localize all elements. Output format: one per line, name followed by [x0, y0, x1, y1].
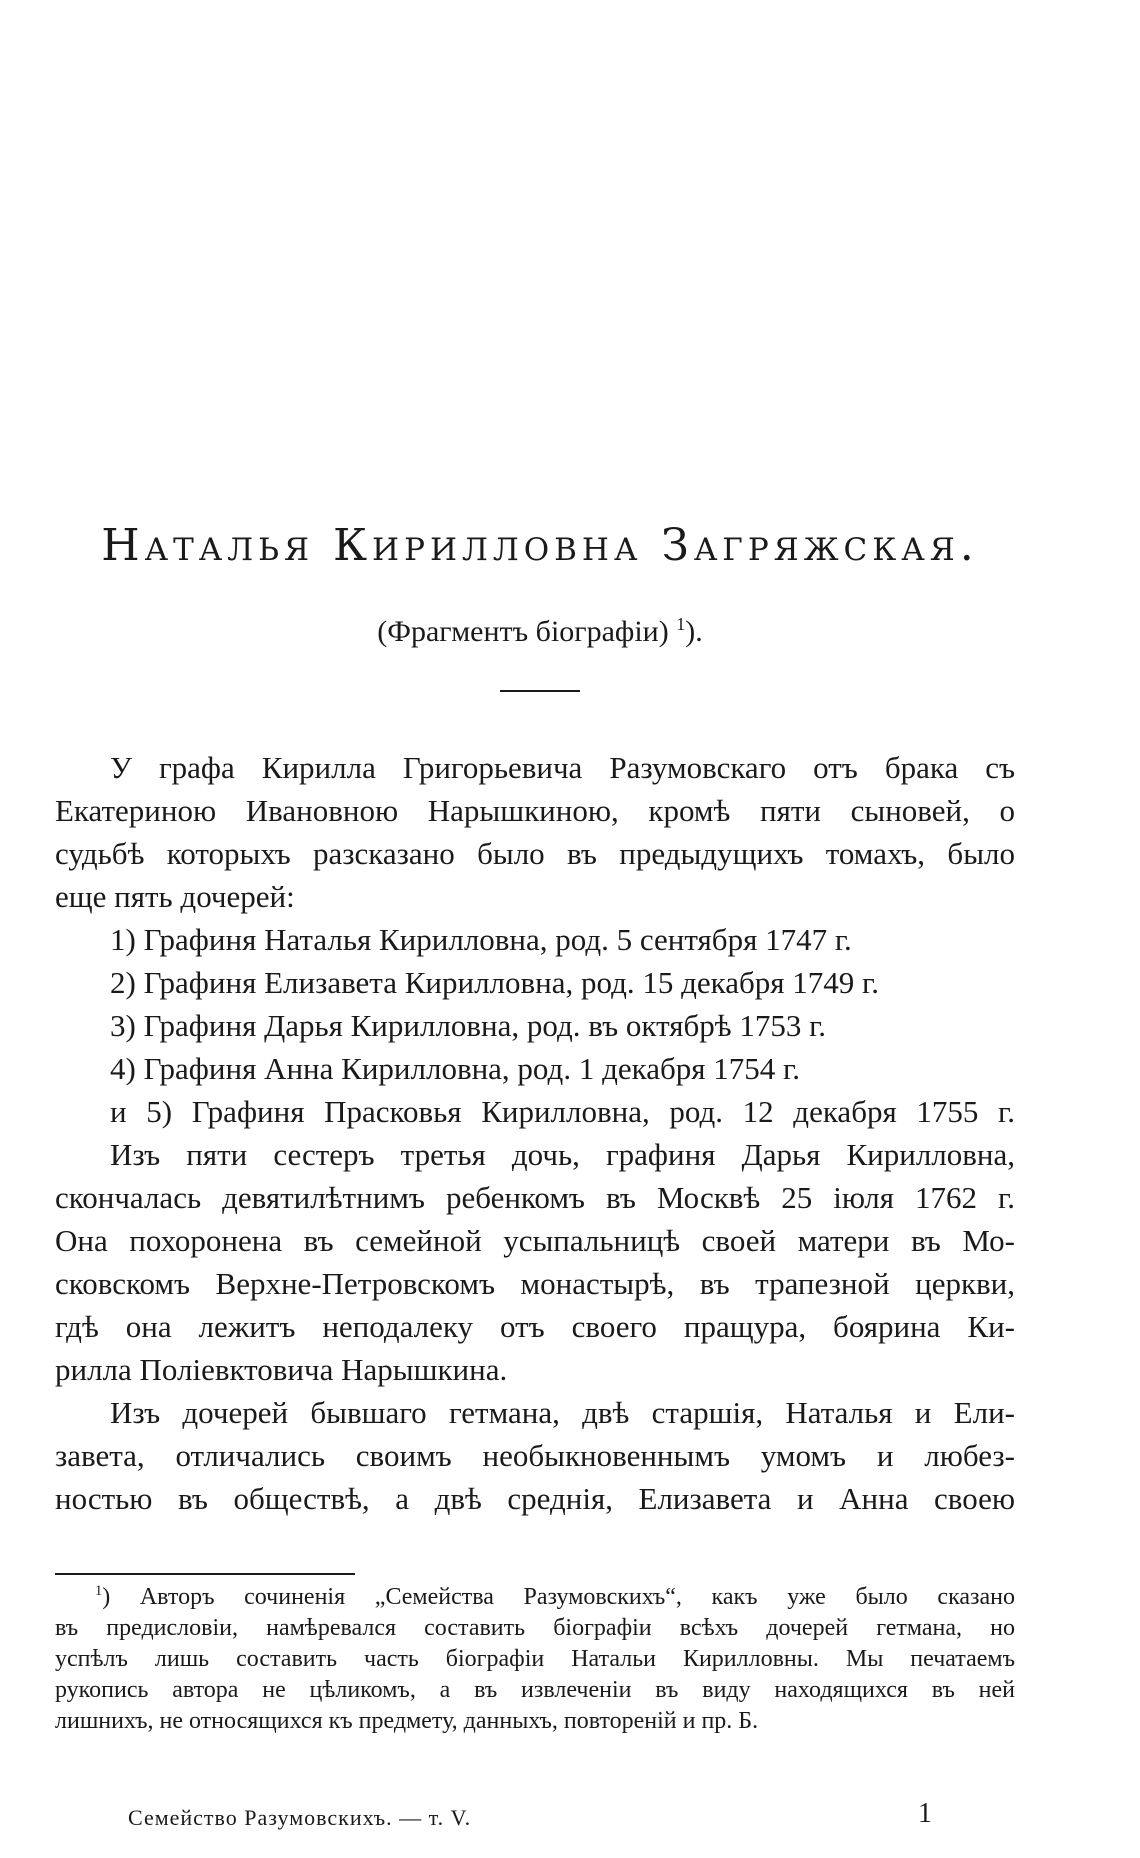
body-line: рилла Поліевктовича Нарышкина.	[55, 1352, 508, 1387]
body-line: ностью въ обществѣ, а двѣ среднія, Елизавета и Анна своею	[55, 1481, 1015, 1516]
running-footer: Семейство Разумовскихъ. — т. V.	[128, 1805, 472, 1830]
subtitle-footnote-mark: 1	[676, 614, 686, 634]
daughter-list-item: 4) Графиня Анна Кирилловна, род. 1 декабря 1754 г.	[110, 1051, 800, 1086]
chapter-title: Наталья Кирилловна Загряжская.	[101, 520, 979, 571]
body-line: судьбѣ которыхъ разсказано было въ предыдущихъ томахъ, было	[55, 836, 1015, 871]
body-line: У графа Кирилла Григорьевича Разумовскаго отъ брака съ	[110, 750, 1015, 785]
body-line: еще пять дочерей:	[55, 879, 295, 914]
body-text	[55, 746, 1015, 1520]
subtitle-closing: ).	[685, 615, 703, 648]
footnote-divider	[55, 1573, 355, 1575]
body-line: Изъ дочерей бывшаго гетмана, двѣ старшія, Наталья и Ели-	[110, 1395, 1015, 1430]
daughter-list-item: и 5) Графиня Прасковья Кирилловна, род. 12 декабря 1755 г.	[110, 1094, 1015, 1129]
daughter-list-item: 2) Графиня Елизавета Кирилловна, род. 15 декабря 1749 г.	[110, 965, 880, 1000]
title-divider	[500, 690, 580, 692]
footnote-mark: 1	[95, 1583, 103, 1599]
footnote-line	[55, 1582, 1015, 1613]
body-line: Екатериною Ивановною Нарышкиною, кромѣ пяти сыновей, о	[55, 793, 1015, 828]
footnote-line: успѣлъ лишь составить часть біографіи Натальи Кирилловны. Мы печатаемъ	[55, 1646, 1015, 1672]
footnote-line: въ предисловіи, намѣревался составить біографіи всѣхъ дочерей гетмана, но	[55, 1615, 1015, 1641]
body-line: скончалась девятилѣтнимъ ребенкомъ въ Москвѣ 25 іюля 1762 г.	[55, 1180, 1015, 1215]
footnote-line: рукопись автора не цѣликомъ, а въ извлеченіи въ виду находящихся въ ней	[55, 1677, 1015, 1703]
daughter-list-item: 1) Графиня Наталья Кирилловна, род. 5 сентября 1747 г.	[110, 922, 852, 957]
body-line: Изъ пяти сестеръ третья дочь, графиня Дарья Кирилловна,	[110, 1137, 1015, 1172]
body-line: Она похоронена въ семейной усыпальницѣ своей матери въ Мо-	[55, 1223, 1015, 1258]
body-line: завета, отличались своимъ необыкновеннымъ умомъ и любез-	[55, 1438, 1015, 1473]
daughter-list-item: 3) Графиня Дарья Кирилловна, род. въ октябрѣ 1753 г.	[110, 1008, 827, 1043]
body-line: сковскомъ Верхне-Петровскомъ монастырѣ, въ трапезной церкви,	[55, 1266, 1015, 1301]
page-number: 1	[918, 1798, 932, 1829]
footnote	[55, 1582, 1015, 1737]
footnote-line: лишнихъ, не относящихся къ предмету, данныхъ, повтореній и пр. Б.	[55, 1708, 759, 1734]
chapter-subtitle	[60, 615, 1020, 649]
footnote-line-text: ) Авторъ сочиненія „Семейства Разумовскихъ“, какъ уже было сказано	[102, 1584, 1015, 1610]
body-line: гдѣ она лежитъ неподалеку отъ своего пращура, боярина Ки-	[55, 1309, 1015, 1344]
subtitle-text: (Фрагментъ біографіи)	[377, 615, 669, 648]
